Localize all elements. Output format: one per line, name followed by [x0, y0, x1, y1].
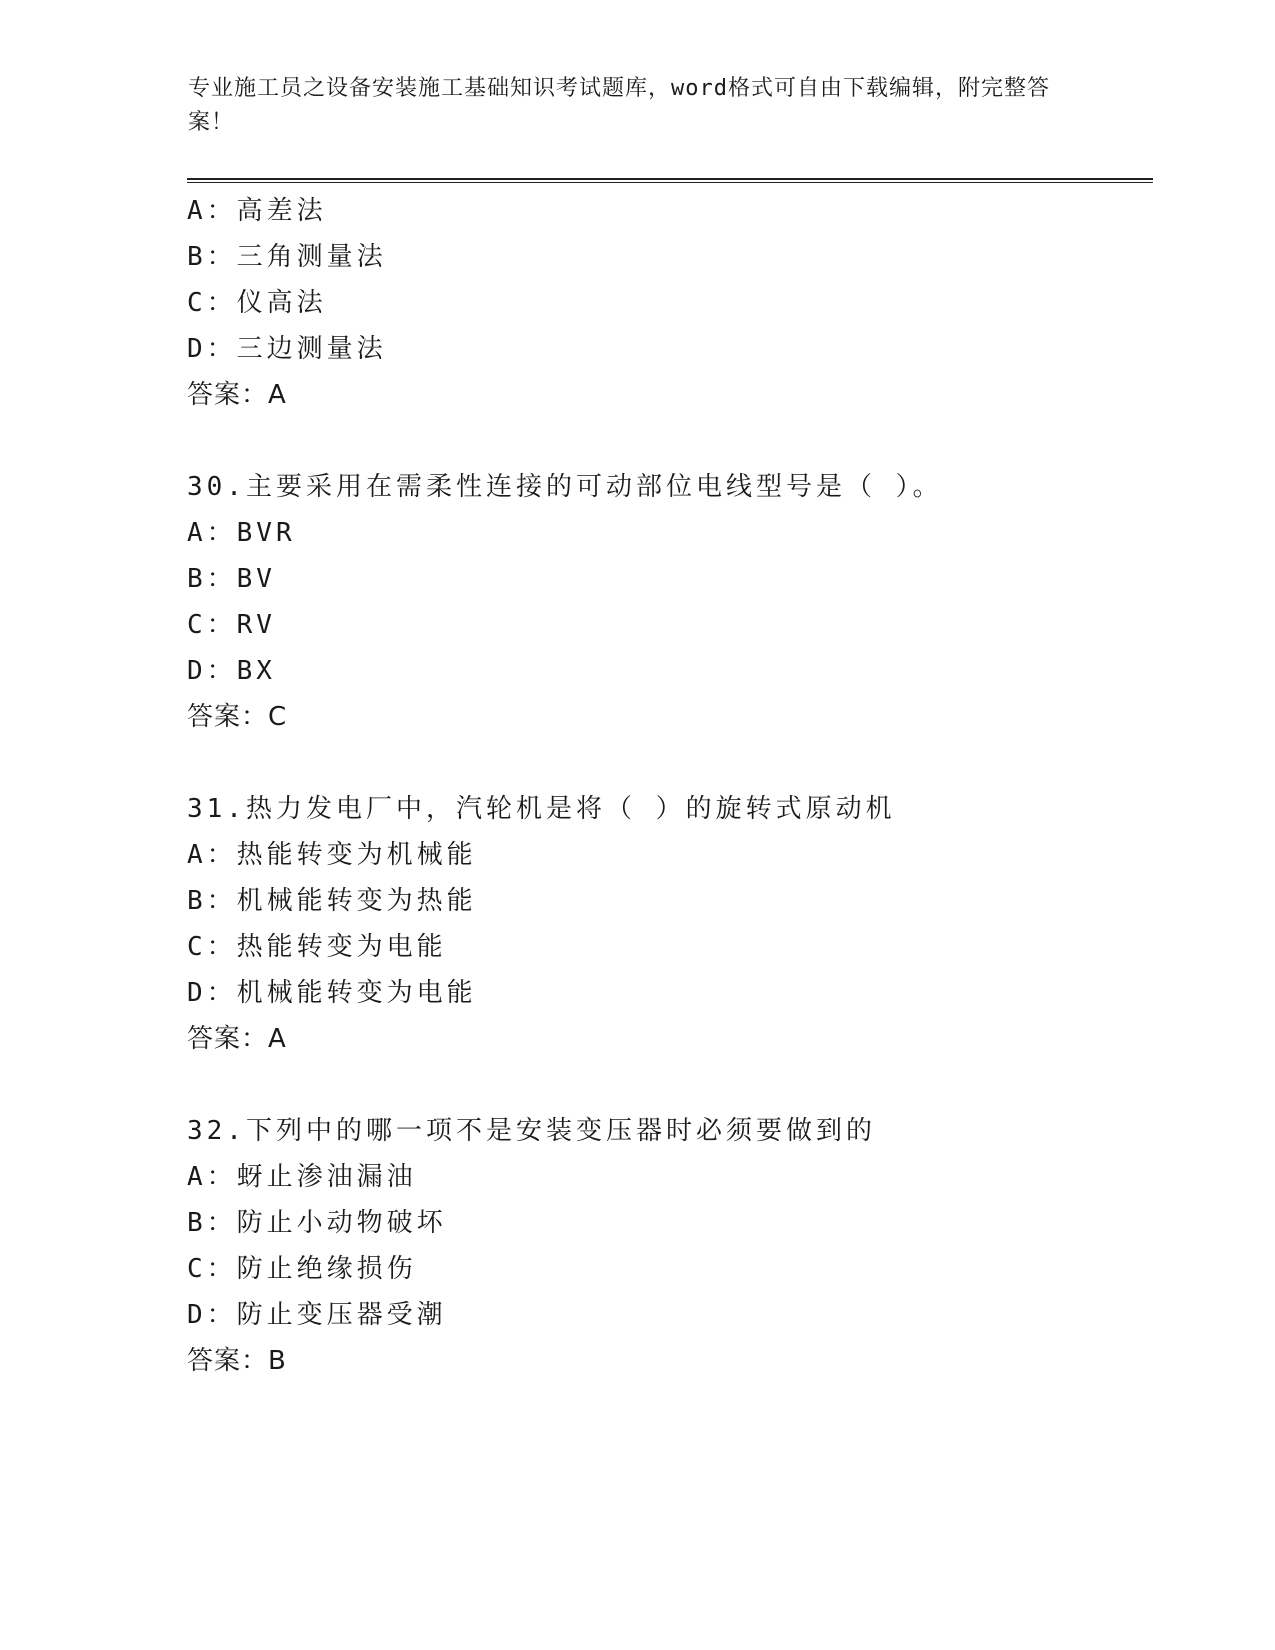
- answer: 答案：C: [187, 702, 288, 732]
- document-header: [188, 72, 1068, 140]
- option-a: A：热能转变为机械能: [187, 840, 477, 870]
- question-stem: 31.热力发电厂中，汽轮机是将（ ）的旋转式原动机: [187, 794, 896, 824]
- option-b: B：BV: [187, 564, 276, 594]
- header-text: 专业施工员之设备安装施工基础知识考试题库，word格式可自由下载编辑，附完整答案！: [188, 76, 1050, 135]
- option-c: C：热能转变为电能: [187, 932, 447, 962]
- option-d: D：BX: [187, 656, 276, 686]
- option-d: D：三边测量法: [187, 334, 387, 364]
- option-a: A：BVR: [187, 518, 296, 548]
- answer: 答案：B: [187, 1346, 287, 1376]
- header-divider-thin: [187, 182, 1153, 183]
- question-block-30: [187, 464, 1147, 740]
- question-block-31: [187, 786, 1147, 1062]
- answer: 答案：A: [187, 380, 287, 410]
- option-b: B：机械能转变为热能: [187, 886, 477, 916]
- question-list: [187, 188, 1147, 1384]
- option-c: C：防止绝缘损伤: [187, 1254, 417, 1284]
- spacer: [187, 418, 1147, 464]
- header-divider: [187, 178, 1153, 180]
- option-c: C：仪高法: [187, 288, 327, 318]
- option-d: D：机械能转变为电能: [187, 978, 477, 1008]
- option-b: B：三角测量法: [187, 242, 387, 272]
- question-block-32: [187, 1108, 1147, 1384]
- question-stem: 30.主要采用在需柔性连接的可动部位电线型号是（ ）。: [187, 472, 943, 502]
- spacer: [187, 740, 1147, 786]
- option-b: B：防止小动物破坏: [187, 1208, 447, 1238]
- answer: 答案：A: [187, 1024, 287, 1054]
- question-stem: 32.下列中的哪一项不是安装变压器时必须要做到的: [187, 1116, 876, 1146]
- option-d: D：防止变压器受潮: [187, 1300, 447, 1330]
- option-c: C：RV: [187, 610, 276, 640]
- option-a: A：高差法: [187, 196, 327, 226]
- question-block-29: [187, 188, 1147, 418]
- spacer: [187, 1062, 1147, 1108]
- option-a: A：蚜止渗油漏油: [187, 1162, 417, 1192]
